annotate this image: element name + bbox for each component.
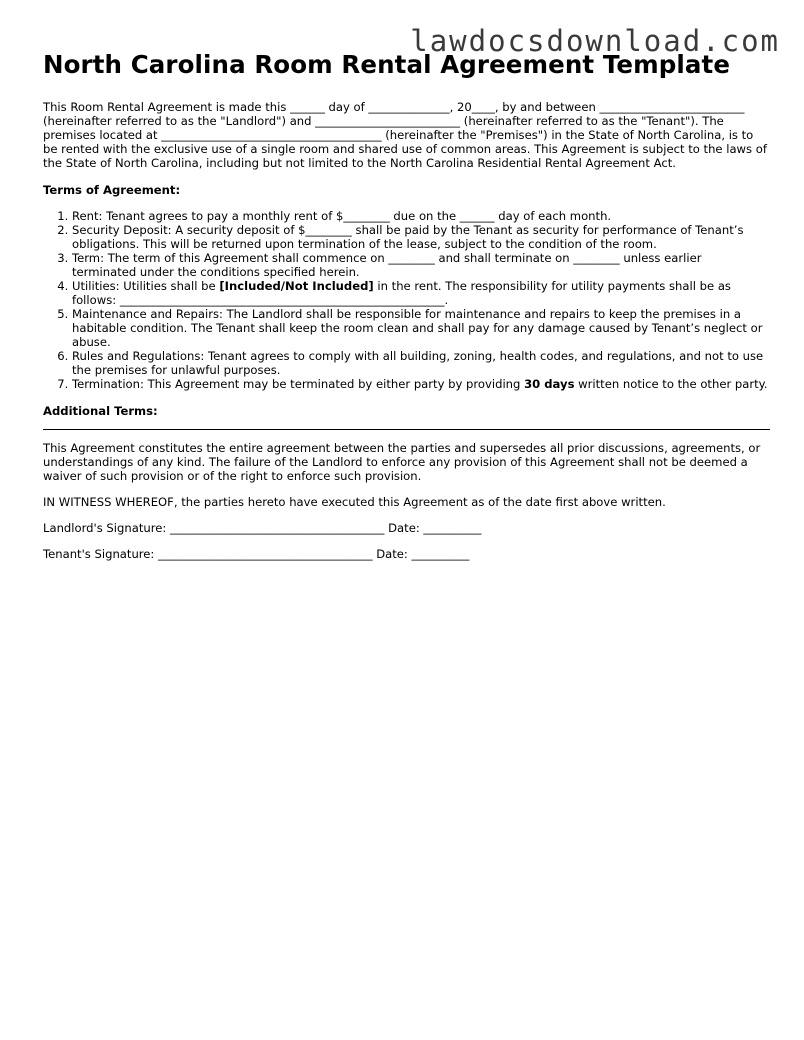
tenant-signature-line: Tenant's Signature: _____________________________________ Date: __________: [43, 547, 470, 561]
additional-terms-heading: Additional Terms:: [43, 404, 158, 418]
utilities-text-start: Utilities: Utilities shall be: [72, 279, 220, 293]
termination-text-start: Termination: This Agreement may be terminated by either party by providing: [72, 377, 525, 391]
termination-notice-period: 30 days: [524, 377, 575, 391]
terms-list: [43, 209, 769, 391]
page-title: North Carolina Room Rental Agreement Template: [43, 50, 731, 79]
landlord-signature-line: Landlord's Signature: _____________________________________ Date: __________: [43, 521, 482, 535]
term-duration: 3. Term: The term of this Agreement shall commence on ________ and shall terminate on ________ unless earlier terminated under the conditions specified herein.: [72, 251, 769, 279]
term-security-deposit: 2. Security Deposit: A security deposit of $________ shall be paid by the Tenant as security for performance of Tenant’s obligations. This will be returned upon termination of the lease, subject to the condition of the room.: [72, 223, 769, 251]
entire-agreement-paragraph: This Agreement constitutes the entire agreement between the parties and supersedes all prior discussions, agreements, or understandings of any kind. The failure of the Landlord to enforce any provision of this Agreement shall not be deemed a waiver of such provision or of the right to enforce such provision.: [43, 441, 761, 483]
document-body: [43, 50, 769, 561]
termination-text-end: written notice to the other party.: [574, 377, 768, 391]
terms-heading: Terms of Agreement:: [43, 183, 181, 197]
term-rent: 1. Rent: Tenant agrees to pay a monthly rent of $________ due on the ______ day of each month.: [72, 209, 769, 223]
watermark: lawdocsdownload.com: [410, 24, 780, 58]
term-rules: 6. Rules and Regulations: Tenant agrees to comply with all building, zoning, health codes, and regulations, and not to use the premises for unlawful purposes.: [72, 349, 769, 377]
utilities-option: [Included/Not Included]: [219, 279, 374, 293]
utilities-text-end: in the rent. The responsibility for utility payments shall be as follows: ________________________________________________________.: [72, 279, 731, 307]
term-maintenance: 5. Maintenance and Repairs: The Landlord shall be responsible for maintenance and repairs to keep the premises in a habitable condition. The Tenant shall keep the room clean and shall pay for any damage caused by Tenant’s neglect or abuse.: [72, 307, 769, 349]
additional-terms-line: [43, 429, 770, 430]
term-utilities: [72, 279, 769, 307]
intro-paragraph: This Room Rental Agreement is made this ______ day of ______________, 20____, by and between _________________________ (hereinafter referred to as the "Landlord") and _________________________ (hereinafter referred to as the "Tenant"). The premises located at ______________________________________ (hereinafter the "Premises") in the State of North Carolina, is to be rented with the exclusive use of a single room and shared use of common areas. This Agreement is subject to the laws of the State of North Carolina, including but not limited to the North Carolina Residential Rental Agreement Act.: [43, 100, 767, 170]
term-termination: [72, 377, 769, 391]
witness-paragraph: IN WITNESS WHEREOF, the parties hereto have executed this Agreement as of the date first above written.: [43, 495, 666, 509]
